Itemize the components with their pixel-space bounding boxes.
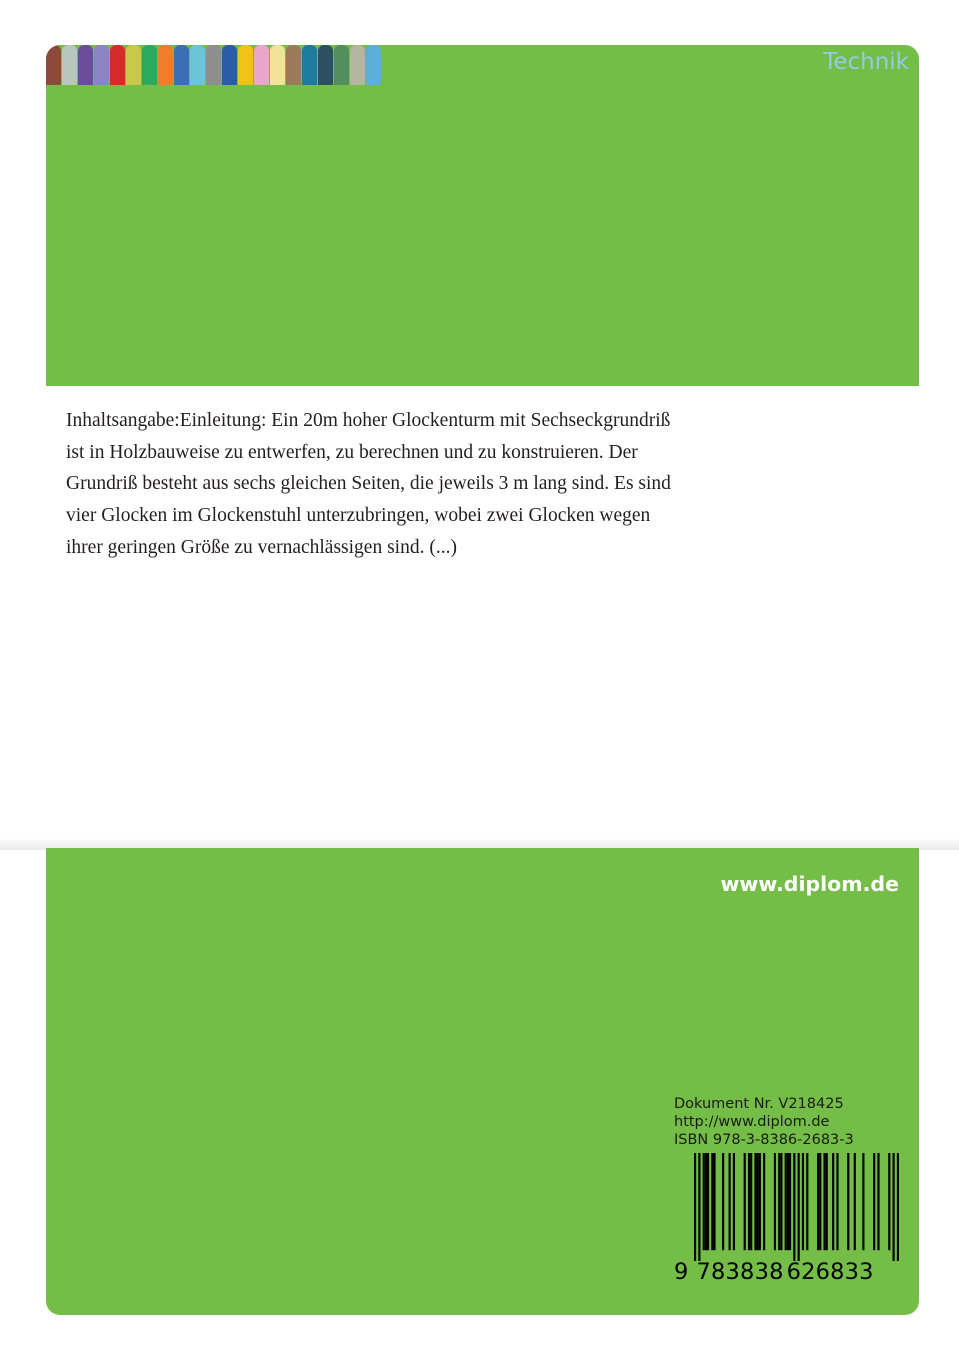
barcode-bar [873, 1153, 875, 1250]
barcode-bar [785, 1153, 787, 1250]
barcode-bar [826, 1153, 828, 1250]
barcode-bar [707, 1153, 709, 1250]
barcode-bar [713, 1153, 715, 1250]
barcode-bar [763, 1153, 765, 1250]
color-stripe [62, 45, 77, 85]
barcode-bar [888, 1153, 890, 1250]
color-stripe [254, 45, 269, 85]
color-stripe [174, 45, 189, 85]
publisher-url: http://www.diplom.de [674, 1114, 830, 1130]
barcode-bar [774, 1153, 776, 1250]
color-stripe [94, 45, 109, 85]
color-stripe [238, 45, 253, 85]
color-stripe [222, 45, 237, 85]
barcode-bars [694, 1153, 899, 1261]
barcode-bar [787, 1153, 789, 1250]
color-stripe [318, 45, 333, 85]
barcode-digit-group: 783838 [696, 1259, 784, 1285]
website-label: www.diplom.de [720, 872, 899, 896]
barcode-bar [729, 1153, 731, 1250]
barcode [674, 1153, 899, 1288]
barcode-bar [722, 1153, 724, 1250]
barcode-bar [789, 1153, 791, 1250]
barcode-bar [754, 1153, 756, 1250]
barcode-bar [897, 1153, 899, 1261]
barcode-bar [806, 1153, 808, 1250]
barcode-bar [862, 1153, 864, 1250]
color-stripe [126, 45, 141, 85]
color-stripe [270, 45, 285, 85]
color-stripe [142, 45, 157, 85]
color-stripe [286, 45, 301, 85]
barcode-digits [674, 1259, 899, 1285]
color-stripes [46, 45, 382, 85]
abstract-line: ist in Holzbauweise zu entwerfen, zu berechnen und zu konstruieren. Der [66, 441, 638, 463]
color-stripe [110, 45, 125, 85]
barcode-bar [757, 1153, 759, 1250]
abstract-line: ihrer geringen Größe zu vernachlässigen sind. (...) [66, 536, 457, 558]
barcode-bar [793, 1153, 795, 1261]
barcode-digit-group: 626833 [786, 1259, 874, 1285]
abstract-line: Inhaltsangabe:Einleitung: Ein 20m hoher Glockenturm mit Sechseckgrundriß [66, 410, 671, 431]
document-info [674, 1095, 854, 1149]
barcode-bar [750, 1153, 752, 1250]
color-stripe [78, 45, 93, 85]
barcode-bar [694, 1153, 696, 1261]
color-stripe [302, 45, 317, 85]
barcode-bar [854, 1153, 856, 1250]
barcode-bar [836, 1153, 838, 1250]
barcode-bar [877, 1153, 879, 1250]
barcode-bar [893, 1153, 895, 1261]
color-stripe [206, 45, 221, 85]
barcode-bar [819, 1153, 821, 1250]
barcode-bar [711, 1153, 713, 1250]
color-stripe [334, 45, 349, 85]
barcode-bar [817, 1153, 819, 1250]
color-stripe [158, 45, 173, 85]
barcode-bar [802, 1153, 804, 1250]
abstract-line: Grundriß besteht aus sechs gleichen Seiten, die jeweils 3 m lang sind. Es sind [66, 473, 671, 495]
barcode-bar [759, 1153, 761, 1250]
barcode-bar [778, 1153, 780, 1250]
color-stripe [190, 45, 205, 85]
barcode-digit-first: 9 [674, 1259, 689, 1285]
barcode-bar [832, 1153, 834, 1250]
barcode-bar [705, 1153, 707, 1250]
color-stripe [46, 45, 61, 85]
barcode-bar [744, 1153, 746, 1250]
color-stripe [350, 45, 365, 85]
abstract-line: vier Glocken im Glockenstuhl unterzubringen, wobei zwei Glocken wegen [66, 505, 651, 527]
category-label: Technik [823, 49, 909, 75]
top-cover-panel [46, 45, 919, 386]
barcode-bar [703, 1153, 705, 1250]
isbn-text: ISBN 978-3-8386-2683-3 [674, 1132, 854, 1148]
barcode-bar [698, 1153, 700, 1261]
document-number: Dokument Nr. V218425 [674, 1096, 844, 1112]
barcode-bar [798, 1153, 800, 1261]
bottom-cover-panel [46, 848, 919, 1315]
barcode-bar [733, 1153, 735, 1250]
barcode-bar [748, 1153, 750, 1250]
color-stripe [366, 45, 381, 85]
barcode-bar [847, 1153, 849, 1250]
barcode-bar [823, 1153, 825, 1250]
abstract-text [66, 405, 786, 564]
barcode-bar [780, 1153, 782, 1250]
